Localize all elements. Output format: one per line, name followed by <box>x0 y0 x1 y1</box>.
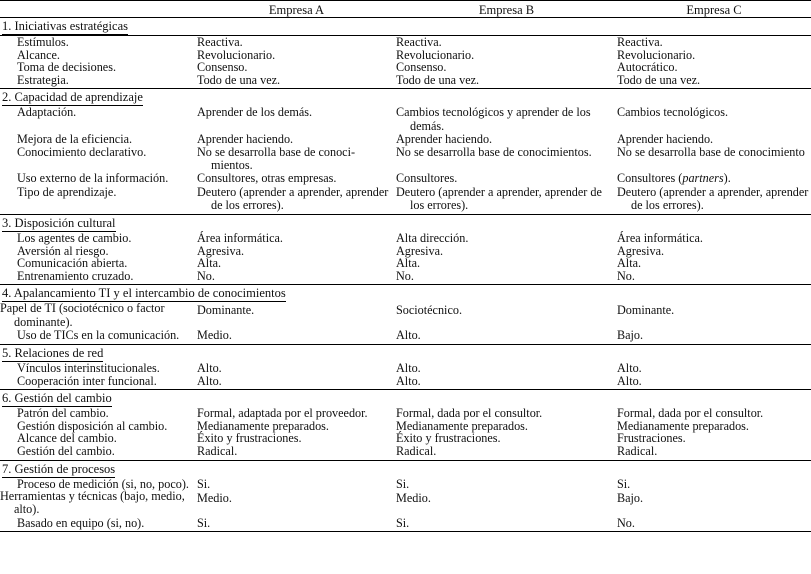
cell-empresa-b: Alto. <box>396 327 421 342</box>
row-label: Uso externo de la información. <box>17 171 169 186</box>
cell-empresa-b: Sociotécnico. <box>396 303 462 318</box>
cell-empresa-a: Si. <box>197 476 211 491</box>
cell-empresa-b: Aprender haciendo. <box>396 131 493 146</box>
section-heading: 7. Gestión de procesos <box>2 461 116 476</box>
cell-empresa-c: Si. <box>617 476 631 491</box>
row-label: Toma de decisiones. <box>17 60 116 75</box>
row-label: Gestión del cambio. <box>17 443 115 458</box>
cell-empresa-a: Medio. <box>197 327 232 342</box>
cell-empresa-c: Frustraciones. <box>617 431 686 446</box>
cell-empresa-a: Revolucionario. <box>197 47 276 62</box>
section-heading: 5. Relaciones de red <box>2 345 104 360</box>
cell-empresa-a: Aprender de los demás. <box>197 105 313 120</box>
cell-empresa-b: Medio. <box>396 491 431 506</box>
table-row <box>0 61 811 74</box>
cell-empresa-a: Todo de una vez. <box>197 72 281 87</box>
cell-empresa-b: Alto. <box>396 373 421 388</box>
row-label: Basado en equipo (si, no). <box>17 515 145 530</box>
partners-italic: partners <box>682 171 724 186</box>
section-rows <box>0 478 811 532</box>
row-label: Adaptación. <box>17 105 77 120</box>
cell-empresa-a: Reactiva. <box>197 35 243 49</box>
row-label: Comunicación abierta. <box>17 256 128 271</box>
cell-empresa-c: Medianamente preparados. <box>617 418 749 433</box>
row-label: Gestión disposición al cambio. <box>17 418 168 433</box>
section-heading: 1. Iniciativas estratégicas <box>2 19 128 33</box>
table-row <box>0 490 811 516</box>
row-label: Herramientas y técnicas (bajo, medio, alto). <box>0 489 185 517</box>
section-iniciativas-estrategicas <box>0 18 811 88</box>
row-label: Proceso de medición (si, no, poco). <box>17 476 189 491</box>
cell-empresa-a: Formal, adaptada por el proveedor. <box>197 406 368 421</box>
cell-empresa-b: Éxito y frustraciones. <box>396 431 501 446</box>
cell-empresa-c: Formal, dada por el consultor. <box>617 406 764 421</box>
cell-empresa-c: Área informática. <box>617 231 703 245</box>
section-heading: 4. Apalancamiento TI y el intercambio de conocimientos <box>2 286 286 301</box>
table-row <box>0 36 811 49</box>
cell-empresa-c: Agresiva. <box>617 243 665 258</box>
cell-empresa-a: No. <box>197 268 215 283</box>
cell-empresa-c: Cambios tecnológicos. <box>617 105 729 120</box>
cell-empresa-b: Revolucionario. <box>396 47 475 62</box>
cell-empresa-c: Bajo. <box>617 327 644 342</box>
section-gestion-de-procesos <box>0 461 811 532</box>
section-heading: 2. Capacidad de aprendizaje <box>2 90 143 105</box>
cell-empresa-a: Área informática. <box>197 231 283 245</box>
table-row <box>0 362 811 375</box>
row-label: Estrategia. <box>17 72 69 87</box>
row-label: Estímulos. <box>17 35 69 49</box>
row-label: Entrenamiento cruzado. <box>17 268 134 283</box>
table-row <box>0 375 811 388</box>
cell-empresa-b: Todo de una vez. <box>396 72 480 87</box>
cell-empresa-a: Radical. <box>197 443 238 458</box>
cell-empresa-a: Medio. <box>197 491 232 506</box>
section-heading: 3. Disposición cultural <box>2 216 116 230</box>
cell-empresa-c: No se desarrolla base de conocimiento <box>617 144 805 159</box>
table-row <box>0 257 811 270</box>
cell-empresa-c: Deutero (aprender a aprender, aprender de los errores). <box>617 184 809 212</box>
column-header-empresa-a: Empresa A <box>268 3 325 17</box>
cell-empresa-b: Reactiva. <box>396 35 442 49</box>
row-label: Los agentes de cambio. <box>17 231 132 245</box>
row-label: Aversión al riesgo. <box>17 243 109 258</box>
cell-empresa-b: Consultores. <box>396 171 458 186</box>
cell-empresa-a: Consultores, otras empresas. <box>197 171 337 186</box>
cell-empresa-c: Autocrático. <box>617 60 678 75</box>
cell-empresa-b: No. <box>396 268 414 283</box>
cell-empresa-c: Bajo. <box>617 491 644 506</box>
cell-empresa-b: Formal, dada por el consultor. <box>396 406 543 421</box>
cell-empresa-c: Dominante. <box>617 303 675 318</box>
cell-empresa-c: Alta. <box>617 256 642 271</box>
section-capacidad-de-aprendizaje <box>0 89 811 214</box>
cell-empresa-a: No se desarrolla base de conoci-mientos. <box>197 144 356 173</box>
cell-empresa-c: Reactiva. <box>617 35 663 49</box>
cell-empresa-a: Éxito y frustraciones. <box>197 431 302 446</box>
cell-empresa-a: Medianamente preparados. <box>197 418 329 433</box>
cell-empresa-b: Si. <box>396 515 410 530</box>
table-row <box>0 407 811 420</box>
cell-empresa-a: Alta. <box>197 256 222 271</box>
section-heading: 6. Gestión del cambio <box>2 391 112 406</box>
cell-empresa-b: Medianamente preparados. <box>396 418 528 433</box>
cell-empresa-b: Si. <box>396 476 410 491</box>
section-rows <box>0 232 811 284</box>
cell-empresa-b: Cambios tecnológicos y aprender de los demás. <box>396 105 591 133</box>
cell-empresa-b: Consenso. <box>396 60 447 75</box>
row-label: Tipo de aprendizaje. <box>17 184 117 199</box>
cell-empresa-c: Todo de una vez. <box>617 72 701 87</box>
cell-empresa-b: Deutero (aprender a aprender, aprender de los errores). <box>396 184 602 212</box>
section-disposicion-cultural <box>0 215 811 284</box>
table-row <box>0 232 811 245</box>
cell-empresa-c: Alto. <box>617 373 642 388</box>
section-apalancamiento-ti <box>0 285 811 344</box>
row-label: Cooperación inter funcional. <box>17 373 157 388</box>
section-gestion-del-cambio <box>0 390 811 459</box>
table-row <box>0 302 811 328</box>
cell-empresa-c: Consultores (partners). <box>617 171 731 186</box>
cell-empresa-b: Radical. <box>396 443 437 458</box>
row-label: Vínculos interinstitucionales. <box>17 360 160 375</box>
section-rows <box>0 362 811 389</box>
cell-empresa-c: Aprender haciendo. <box>617 131 714 146</box>
cell-empresa-a: Alto. <box>197 373 222 388</box>
section-relaciones-de-red <box>0 345 811 389</box>
column-header-empresa-b: Empresa B <box>478 3 535 17</box>
table-row <box>0 146 811 172</box>
section-rows <box>0 36 811 88</box>
cell-empresa-a: Agresiva. <box>197 243 245 258</box>
cell-empresa-b: Alta. <box>396 256 421 271</box>
row-label: Papel de TI (sociotécnico o factor dominante). <box>0 301 165 329</box>
row-label: Conocimiento declarativo. <box>17 144 147 159</box>
section-rows <box>0 302 811 344</box>
table-row <box>0 74 811 87</box>
table-bottom-rule <box>0 531 811 532</box>
table-row <box>0 186 811 212</box>
cell-empresa-a: Alto. <box>197 360 222 375</box>
row-label: Uso de TICs en la comunicación. <box>17 327 180 342</box>
table-row <box>0 270 811 283</box>
row-label: Alcance del cambio. <box>17 431 117 446</box>
table-header-row <box>0 1 811 17</box>
table-row <box>0 133 811 146</box>
cell-empresa-a: Consenso. <box>197 60 248 75</box>
section-rows <box>0 106 811 214</box>
cell-empresa-c: No. <box>617 268 635 283</box>
table-row <box>0 106 811 132</box>
cell-empresa-c: No. <box>617 515 635 530</box>
table-row <box>0 172 811 185</box>
cell-empresa-b: No se desarrolla base de conocimientos. <box>396 144 592 159</box>
table-row <box>0 329 811 342</box>
cell-empresa-b: Alto. <box>396 360 421 375</box>
cell-empresa-a: Deutero (aprender a aprender, aprender de los errores). <box>197 184 389 212</box>
cell-empresa-b: Agresiva. <box>396 243 444 258</box>
table-row <box>0 517 811 530</box>
cell-empresa-a: Dominante. <box>197 303 255 318</box>
cell-empresa-c: Revolucionario. <box>617 47 696 62</box>
cell-empresa-a: Si. <box>197 515 211 530</box>
cell-empresa-c: Radical. <box>617 443 658 458</box>
section-rows <box>0 407 811 459</box>
column-header-empresa-c: Empresa C <box>686 3 742 17</box>
cell-empresa-c: Alto. <box>617 360 642 375</box>
row-label: Alcance. <box>17 47 60 62</box>
cell-empresa-a: Aprender haciendo. <box>197 131 294 146</box>
row-label: Mejora de la eficiencia. <box>17 131 133 146</box>
cell-empresa-b: Alta dirección. <box>396 231 469 245</box>
row-label: Patrón del cambio. <box>17 406 109 421</box>
table-row <box>0 445 811 458</box>
